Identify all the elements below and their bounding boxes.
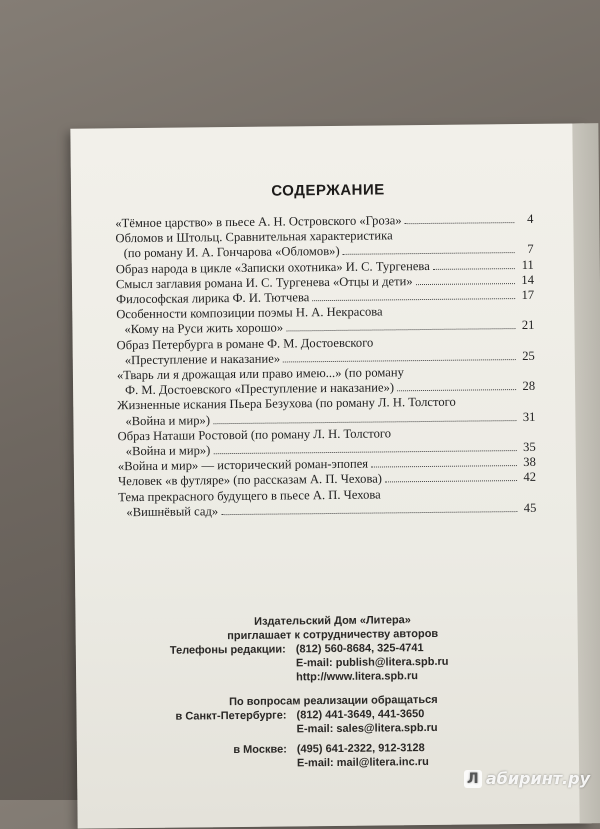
labirint-logo-icon: Л	[464, 770, 482, 788]
watermark-logo	[464, 769, 590, 788]
toc-entry-title: Образ Петербурга в романе Ф. М. Достоевского	[116, 335, 374, 352]
dot-leader	[312, 289, 515, 301]
publisher-name: Издательский Дом «Литера»	[254, 614, 411, 628]
toc-entry-title: «Кому на Руси жить хорошо»	[124, 320, 284, 337]
dot-leader	[405, 213, 515, 224]
toc-entry-title: Образ Наташи Ростовой (по роману Л. Н. Толстого	[117, 426, 392, 444]
book-page	[70, 123, 591, 828]
toc-entry-title: Философская лирика Ф. И. Тютчева	[116, 290, 310, 307]
msk-phones: (495) 641-2322, 912-3128	[296, 742, 425, 756]
publisher-info	[75, 611, 591, 772]
toc-entry-title: «Преступление и наказание»	[124, 351, 281, 367]
dot-leader	[283, 350, 516, 362]
toc-entry-title: Жизненные искания Пьера Безухова (по роману Л. Н. Толстого	[117, 395, 456, 413]
spb-email: E-mail: sales@litera.spb.ru	[296, 721, 438, 736]
msk-label: в Москве:	[233, 743, 287, 757]
dot-leader	[385, 472, 517, 483]
dot-leader	[343, 243, 515, 255]
toc-entry-title: «Война и мир»)	[125, 412, 211, 428]
toc-entry-title: «Война и мир» — исторический роман-эпопея	[117, 456, 369, 474]
toc-entry-title: Обломов и Штольц. Сравнительная характеристика	[115, 228, 393, 246]
toc-page-number: 14	[521, 272, 535, 287]
sales-title: По вопросам реализации обращаться	[229, 693, 438, 709]
phones-label: Телефоны редакции:	[169, 643, 286, 657]
toc-entry-title: (по роману И. А. Гончарова «Обломов»)	[123, 244, 340, 261]
toc-entry-title: Образ народа в цикле «Записки охотника» И. С. Тургенева	[115, 258, 430, 276]
toc-page-number: 42	[523, 470, 537, 485]
dot-leader	[213, 411, 516, 424]
publisher-invite: приглашает к сотрудничеству авторов	[227, 627, 439, 643]
toc-page-number: 25	[522, 348, 535, 363]
toc-entry-title: «Тёмное царство» в пьесе А. Н. Островского «Гроза»	[115, 213, 402, 231]
spb-label: в Санкт-Петербурге:	[175, 709, 287, 723]
toc-page-number: 38	[523, 455, 536, 470]
dot-leader	[286, 319, 515, 331]
dot-leader	[371, 456, 517, 468]
toc-entry-title: Смысл заглавия романа И. С. Тургенева «Отцы и дети»	[115, 273, 413, 292]
site-value: http://www.litera.spb.ru	[296, 670, 418, 684]
toc-entry-title: «Война и мир»)	[125, 443, 211, 459]
toc-page-number: 7	[527, 242, 534, 257]
email-value: E-mail: publish@litera.spb.ru	[295, 655, 449, 670]
dot-leader	[221, 502, 517, 515]
toc-entry-title: «Вишнёвый сад»	[126, 504, 219, 520]
toc-page-number: 11	[521, 257, 534, 272]
toc-entry-title: Особенности композиции поэмы Н. А. Некрасова	[116, 304, 383, 322]
watermark-text: абиринт.ру	[485, 769, 590, 788]
toc-page-number: 45	[523, 500, 537, 515]
dot-leader	[416, 274, 515, 285]
toc-entry	[118, 501, 536, 521]
toc-page-number: 31	[522, 409, 536, 424]
toc-page-number: 35	[523, 439, 536, 455]
toc-entry-title: Ф. М. Достоевского «Преступление и наказание»)	[125, 380, 395, 398]
page-title: СОДЕРЖАНИЕ	[271, 181, 385, 200]
msk-email: E-mail: mail@litera.inc.ru	[296, 755, 429, 770]
toc-page-number: 21	[521, 318, 535, 333]
dot-leader	[397, 380, 516, 391]
spb-phones: (812) 441-3649, 441-3650	[296, 708, 425, 722]
toc-page-number: 28	[522, 379, 536, 394]
toc-page-number: 17	[521, 287, 535, 303]
dot-leader	[433, 259, 515, 270]
toc-entry-title: «Тварь ли я дрожащая или право имею...» (по роману	[116, 365, 404, 383]
dot-leader	[213, 441, 516, 454]
toc-page-number: 4	[526, 211, 534, 226]
table-of-contents	[115, 212, 536, 520]
toc-entry-title: Тема прекрасного будущего в пьесе А. П. Чехова	[118, 487, 381, 504]
phones-value: (812) 560-8684, 325-4741	[295, 642, 424, 656]
toc-entry-title: Человек «в футляре» (по рассказам А. П. Чехова)	[117, 471, 383, 489]
